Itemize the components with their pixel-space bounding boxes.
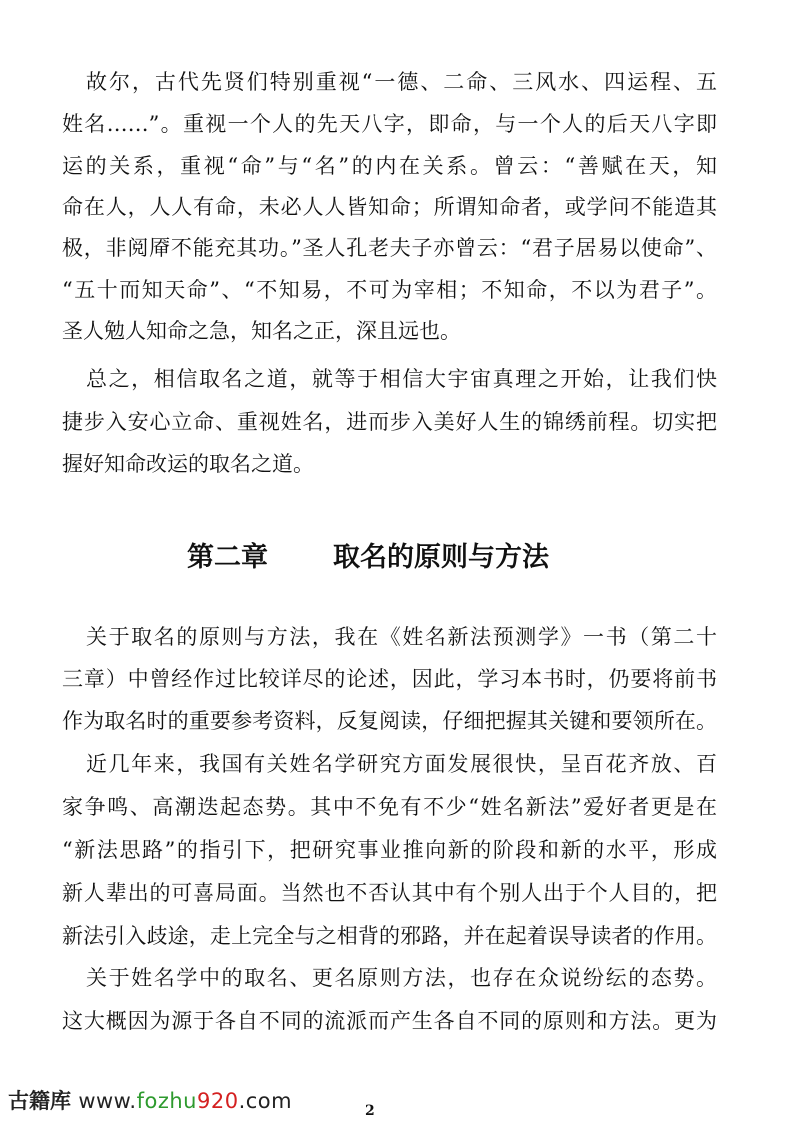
watermark-site-name: 古籍库 <box>8 1089 71 1113</box>
text-line: 捷步入安心立命、重视姓名，进而步入美好人生的锦绣前程。切实把 <box>62 410 717 434</box>
url-green-part: fozhu <box>136 1089 197 1113</box>
text-line: 关于姓名学中的取名、更名原则方法，也存在众说纷纭的态势。 <box>86 966 717 990</box>
text-line: 姓名……”。重视一个人的先天八字，即命，与一个人的后天八字即 <box>62 112 717 136</box>
text-line: 新人辈出的可喜局面。当然也不否认其中有个别人出于个人目的，把 <box>62 881 717 905</box>
chapter-title: 取名的原则与方法 <box>333 542 549 573</box>
page-number: 2 <box>365 1103 375 1119</box>
text-line: 极，非阅厣不能充其功。”圣人孔老夫子亦曾云：“君子居易以使命”、 <box>62 236 717 260</box>
text-line: “五十而知天命”、“不知易，不可为宰相；不知命，不以为君子”。 <box>62 278 717 302</box>
site-watermark <box>8 1085 292 1115</box>
text-line: 总之，相信取名之道，就等于相信大宇宙真理之开始，让我们快 <box>86 367 717 391</box>
text-line: 作为取名时的重要参考资料，反复阅读，仔细把握其关键和要领所在。 <box>62 709 717 733</box>
text-line: 三章）中曾经作过比较详尽的论述，因此，学习本书时，仍要将前书 <box>62 667 717 691</box>
text-line: 新法引入歧途，走上完全与之相背的邪路，并在起着误导读者的作用。 <box>62 924 717 948</box>
text-line: 故尔，古代先贤们特别重视“一德、二命、三风水、四运程、五 <box>86 70 717 94</box>
url-prefix: www. <box>78 1089 137 1113</box>
chapter-number: 第二章 <box>187 542 268 573</box>
text-line: 运的关系，重视“命”与“名”的内在关系。曾云：“善赋在天，知 <box>62 154 717 178</box>
text-line: 这大概因为源于各自不同的流派而产生各自不同的原则和方法。更为 <box>62 1009 717 1033</box>
watermark-url <box>78 1089 292 1113</box>
url-suffix: .com <box>238 1089 293 1113</box>
text-line: “新法思路”的指引下，把研究事业推向新的阶段和新的水平，形成 <box>62 838 717 862</box>
text-line: 命在人，人人有命，未必人人皆知命；所谓知命者，或学问不能造其 <box>62 195 717 219</box>
text-line: 圣人勉人知命之急，知名之正，深且远也。 <box>62 319 461 343</box>
text-line: 近几年来，我国有关姓名学研究方面发展很快，呈百花齐放、百 <box>86 752 717 776</box>
text-line: 关于取名的原则与方法，我在《姓名新法预测学》一书（第二十 <box>86 625 717 649</box>
text-line: 家争鸣、高潮迭起态势。其中不免有不少“姓名新法”爱好者更是在 <box>62 795 717 819</box>
text-line: 握好知命改运的取名之道。 <box>62 452 314 476</box>
url-red-part: 920 <box>196 1089 239 1113</box>
